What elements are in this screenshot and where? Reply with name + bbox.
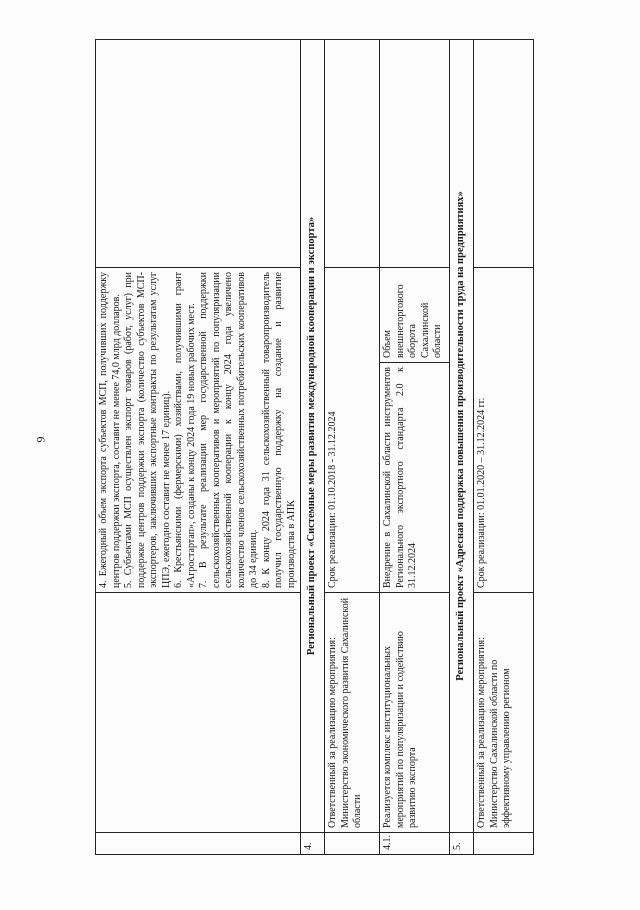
row41-indicator: Объем внешнеторгового оборота Сахалинской области xyxy=(380,268,450,363)
row41-task: Реализуется комплекс институциональных мероприятий по популяризации и содействию развитию экспорта xyxy=(380,593,450,833)
result-item: 8. К концу 2024 года 31 сельскохозяйственный товаропроизводитель получил государственную поддержку на создание и развитие производства в АПК xyxy=(260,272,297,588)
section5-title: Региональный проект «Адресная поддержка повышения производительности труда на предприятиях» xyxy=(450,40,474,833)
result-item: 5. Субъектами МСП осуществлен экспорт товаров (работ, услуг) при поддержке центров поддержки экспорта (количество субъектов МСП-экспортеров, заключивших экспортные контракты по результатам услуг ЦПЭ, ежегодно составит не менее 17 единиц). xyxy=(123,272,172,588)
section4-term: Срок реализации: 01.10.2018 - 31.12.2024 xyxy=(325,268,380,593)
section4-number: 4. xyxy=(301,833,325,855)
page-number: 9 xyxy=(33,436,48,443)
result-item: 6. Крестьянскими (фермерскими) хозяйствами, получившими грант «Агростартап», созданы к концу 2024 года 19 новых рабочих мест. xyxy=(173,272,197,588)
table-row-section4-meta xyxy=(325,40,380,855)
result-item: 7. В результате реализации мер государственной поддержки сельскохозяйственных кооперативов и мероприятий по популяризации сельскохозяйственной кооперации к концу 2024 года увеличено количество членов сельскохозяйственных потребительских кооперативов до 34 единиц. xyxy=(198,272,259,588)
table-row-section5-meta xyxy=(474,40,534,855)
section4-title: Региональный проект «Системные меры развития международной кооперации и экспорта» xyxy=(301,40,325,833)
row41-number: 4.1. xyxy=(380,833,450,855)
table-row-4-1 xyxy=(380,40,450,855)
table-row-results xyxy=(96,40,301,855)
section5-number: 5. xyxy=(450,833,474,855)
row41-result: Внедрение в Сахалинской области инструментов Регионального экспортного стандарта 2.0 к 31.12.2024 xyxy=(380,363,450,593)
section5-responsible: Ответственный за реализацию мероприятия: Министерство Сахалинской области по эффективному управлению регионом xyxy=(474,593,534,833)
section5-term: Срок реализации: 01.01.2020 – 31.12.2024 гг. xyxy=(474,268,534,593)
rotated-table-container xyxy=(95,40,605,855)
results-cell xyxy=(96,268,301,593)
program-table xyxy=(95,39,534,855)
table-row-section4 xyxy=(301,40,325,855)
section4-responsible: Ответственный за реализацию мероприятия: Министерство экономического развития Сахалинской области xyxy=(325,593,380,833)
result-item: 4. Ежегодный объем экспорта субъектов МСП, получивших поддержку центров поддержки экспорта, составит не менее 74,0 млрд долларов. xyxy=(98,272,122,588)
table-row-section5 xyxy=(450,40,474,855)
